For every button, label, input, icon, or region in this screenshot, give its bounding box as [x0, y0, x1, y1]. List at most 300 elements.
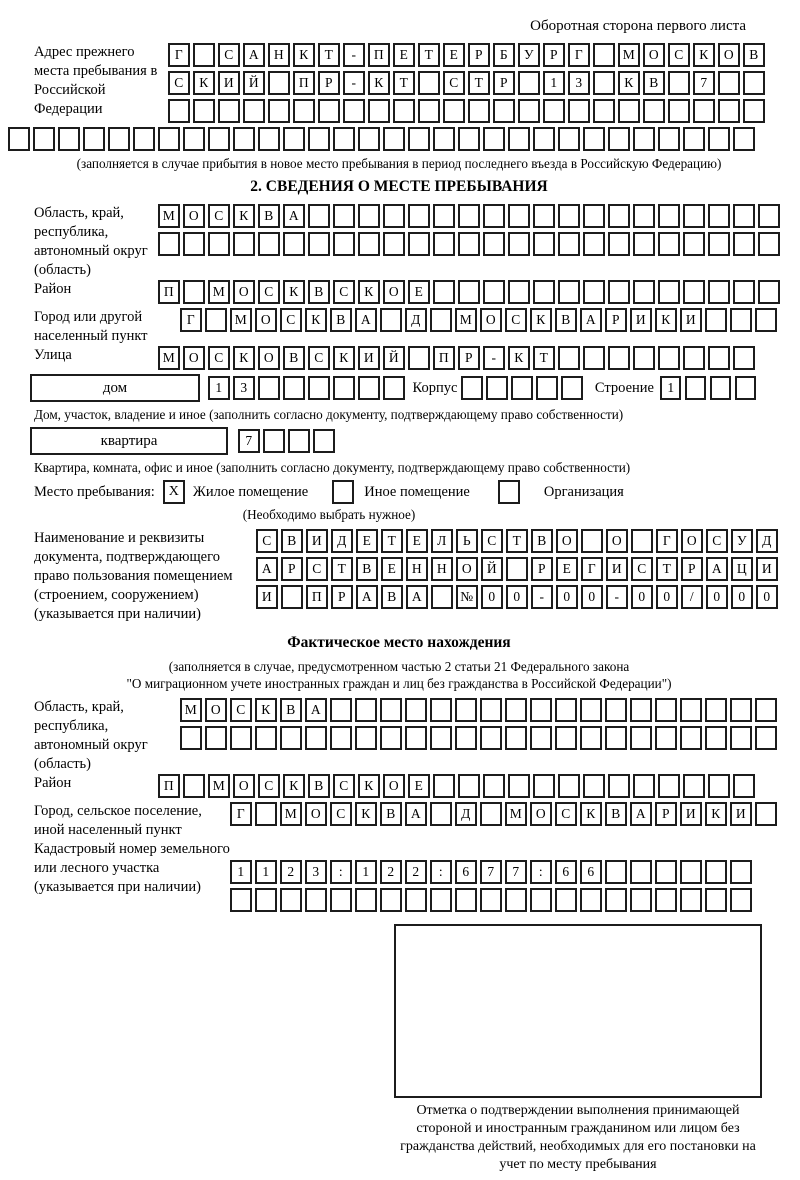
cadastral-block	[8, 840, 790, 916]
char-cell: Л	[431, 529, 453, 553]
char-cell: 1	[660, 376, 682, 400]
char-cell: Й	[383, 346, 405, 370]
char-cell: К	[305, 308, 327, 332]
actual-district-label: Район	[34, 775, 72, 791]
char-cell: А	[256, 557, 278, 581]
char-cell	[480, 698, 502, 722]
char-cell: К	[283, 774, 305, 798]
char-cell	[718, 71, 740, 95]
house-cells	[208, 376, 405, 400]
apartment-wide-box: квартира	[30, 427, 228, 455]
char-cell: 1	[355, 860, 377, 884]
apartment-note: Квартира, комната, офис и иное (заполнить согласно документу, подтверждающему право собственности)	[34, 460, 631, 475]
char-cell: Ц	[731, 557, 753, 581]
char-cell	[483, 232, 505, 256]
char-cell	[330, 726, 352, 750]
char-cell	[433, 774, 455, 798]
char-cell	[568, 99, 590, 123]
char-cell	[630, 888, 652, 912]
char-cell	[480, 726, 502, 750]
option-residential-label: Жилое помещение	[192, 483, 309, 500]
char-cell: -	[343, 71, 365, 95]
char-cell: Е	[443, 43, 465, 67]
char-cell	[293, 99, 315, 123]
char-cell: Р	[318, 71, 340, 95]
char-cell	[705, 698, 727, 722]
char-cell: В	[258, 204, 280, 228]
page-header: Оборотная сторона первого листа	[530, 18, 746, 34]
street-row	[158, 346, 755, 370]
char-cell: О	[258, 346, 280, 370]
char-cell: М	[280, 802, 302, 826]
char-cell	[480, 888, 502, 912]
char-cell: П	[158, 280, 180, 304]
char-cell: О	[718, 43, 740, 67]
char-cell: К	[293, 43, 315, 67]
char-cell	[633, 127, 655, 151]
char-cell	[368, 99, 390, 123]
char-cell	[405, 698, 427, 722]
char-cell	[283, 127, 305, 151]
char-cell	[380, 308, 402, 332]
street-label: Улица	[34, 347, 72, 363]
char-cell: К	[580, 802, 602, 826]
char-cell	[555, 888, 577, 912]
char-cell	[683, 204, 705, 228]
city-label: Город или другой населенный пункт	[34, 309, 148, 344]
char-cell	[658, 774, 680, 798]
actual-city-row	[230, 802, 777, 826]
char-cell: 7	[238, 429, 260, 453]
char-cell: М	[618, 43, 640, 67]
char-cell: Р	[468, 43, 490, 67]
char-cell	[755, 726, 777, 750]
cadastral-rows	[230, 860, 752, 916]
char-cell: П	[433, 346, 455, 370]
char-cell: В	[308, 280, 330, 304]
char-cell: И	[680, 308, 702, 332]
char-cell	[483, 127, 505, 151]
char-cell	[358, 376, 380, 400]
char-cell	[683, 232, 705, 256]
char-cell: 1	[255, 860, 277, 884]
char-cell: К	[283, 280, 305, 304]
char-cell: С	[555, 802, 577, 826]
char-cell	[680, 726, 702, 750]
char-cell	[380, 888, 402, 912]
char-cell	[208, 232, 230, 256]
stay-place-label: Место пребывания:	[34, 483, 155, 500]
char-cell	[555, 726, 577, 750]
char-cell: И	[756, 557, 778, 581]
char-cell: С	[280, 308, 302, 332]
char-cell	[581, 529, 603, 553]
char-cell: О	[383, 774, 405, 798]
actual-region-label: Область, край, республика, автономный округ (область)	[34, 699, 148, 772]
char-cell: Г	[168, 43, 190, 67]
char-cell	[633, 232, 655, 256]
char-cell	[633, 346, 655, 370]
char-cell: С	[258, 774, 280, 798]
char-cell	[758, 232, 780, 256]
char-cell: К	[233, 204, 255, 228]
char-cell	[158, 232, 180, 256]
house-note: Дом, участок, владение и иное (заполнить согласно документу, подтверждающему право собственности)	[34, 407, 624, 422]
char-cell: С	[208, 346, 230, 370]
char-cell	[258, 232, 280, 256]
region-row-1	[158, 204, 780, 228]
district-row	[158, 280, 780, 304]
char-cell: П	[306, 585, 328, 609]
street-block	[8, 346, 790, 374]
char-cell	[468, 99, 490, 123]
char-cell: О	[205, 698, 227, 722]
char-cell	[633, 280, 655, 304]
char-cell	[458, 280, 480, 304]
char-cell	[230, 888, 252, 912]
char-cell	[758, 204, 780, 228]
char-cell: В	[605, 802, 627, 826]
stay-place-row	[8, 480, 790, 504]
char-cell: 7	[693, 71, 715, 95]
char-cell: М	[505, 802, 527, 826]
char-cell: 7	[480, 860, 502, 884]
char-cell: К	[530, 308, 552, 332]
char-cell	[658, 346, 680, 370]
char-cell	[558, 774, 580, 798]
char-cell: М	[455, 308, 477, 332]
char-cell	[558, 127, 580, 151]
option-other-premises-label: Иное помещение	[364, 483, 470, 500]
char-cell: О	[606, 529, 628, 553]
char-cell: А	[283, 204, 305, 228]
char-cell	[518, 99, 540, 123]
char-cell	[255, 802, 277, 826]
char-cell	[258, 127, 280, 151]
char-cell	[733, 346, 755, 370]
char-cell	[730, 726, 752, 750]
actual-region-row-2	[180, 726, 777, 750]
char-cell: К	[255, 698, 277, 722]
char-cell: И	[306, 529, 328, 553]
char-cell: Т	[656, 557, 678, 581]
char-cell	[505, 726, 527, 750]
char-cell	[408, 346, 430, 370]
char-cell	[458, 774, 480, 798]
prev-address-row-1	[168, 43, 765, 67]
char-cell	[755, 802, 777, 826]
char-cell	[593, 43, 615, 67]
char-cell: №	[456, 585, 478, 609]
char-cell: 1	[543, 71, 565, 95]
char-cell: Г	[568, 43, 590, 67]
char-cell: С	[443, 71, 465, 95]
char-cell	[505, 888, 527, 912]
ownership-doc-block	[8, 529, 790, 624]
region-row-2	[158, 232, 780, 256]
char-cell: Д	[756, 529, 778, 553]
char-cell	[461, 376, 483, 400]
char-cell: С	[218, 43, 240, 67]
char-cell: О	[456, 557, 478, 581]
char-cell	[458, 232, 480, 256]
char-cell: 0	[756, 585, 778, 609]
char-cell: -	[343, 43, 365, 67]
char-cell	[455, 698, 477, 722]
char-cell	[583, 774, 605, 798]
char-cell: 6	[555, 860, 577, 884]
char-cell: Г	[230, 802, 252, 826]
char-cell	[608, 346, 630, 370]
char-cell: Р	[493, 71, 515, 95]
char-cell: Т	[318, 43, 340, 67]
region-rows	[158, 204, 780, 260]
char-cell	[511, 376, 533, 400]
char-cell	[8, 127, 30, 151]
char-cell	[258, 376, 280, 400]
char-cell	[708, 204, 730, 228]
char-cell: С	[333, 774, 355, 798]
char-cell	[630, 860, 652, 884]
char-cell: О	[480, 308, 502, 332]
char-cell	[708, 346, 730, 370]
char-cell: Р	[655, 802, 677, 826]
char-cell: К	[233, 346, 255, 370]
korpus-label: Корпус	[412, 379, 458, 396]
char-cell: С	[631, 557, 653, 581]
actual-city-label: Город, сельское поселение, иной населенный пункт	[34, 803, 202, 838]
char-cell: В	[330, 308, 352, 332]
char-cell	[755, 698, 777, 722]
char-cell	[205, 726, 227, 750]
char-cell	[655, 726, 677, 750]
char-cell	[708, 774, 730, 798]
char-cell: О	[383, 280, 405, 304]
ownership-doc-row-2	[256, 557, 778, 581]
char-cell: С	[256, 529, 278, 553]
prev-address-rows	[168, 43, 765, 127]
korpus-cells	[461, 376, 583, 400]
char-cell: М	[180, 698, 202, 722]
char-cell: О	[233, 280, 255, 304]
cadastral-label: Кадастровый номер земельного или лесного участка (указывается при наличии)	[34, 841, 230, 895]
char-cell: 0	[656, 585, 678, 609]
char-cell	[708, 127, 730, 151]
char-cell	[583, 127, 605, 151]
char-cell: О	[305, 802, 327, 826]
char-cell	[333, 204, 355, 228]
ownership-doc-rows	[256, 529, 778, 613]
house-wide-box: дом	[30, 374, 200, 402]
char-cell: Р	[605, 308, 627, 332]
char-cell	[305, 726, 327, 750]
char-cell	[583, 232, 605, 256]
char-cell	[683, 346, 705, 370]
actual-location-note-2: "О миграционном учете иностранных граждан и лиц без гражданства в Российской Федерации")	[126, 676, 672, 691]
char-cell	[708, 232, 730, 256]
char-cell: Ь	[456, 529, 478, 553]
char-cell: С	[168, 71, 190, 95]
char-cell	[455, 888, 477, 912]
char-cell	[605, 860, 627, 884]
char-cell: А	[706, 557, 728, 581]
char-cell	[218, 99, 240, 123]
char-cell: -	[606, 585, 628, 609]
char-cell: 2	[280, 860, 302, 884]
char-cell: В	[555, 308, 577, 332]
char-cell	[685, 376, 707, 400]
district-block	[8, 280, 790, 308]
char-cell	[536, 376, 558, 400]
char-cell: К	[655, 308, 677, 332]
char-cell: В	[743, 43, 765, 67]
char-cell	[505, 698, 527, 722]
cadastral-row-2	[230, 888, 752, 912]
char-cell: Е	[408, 774, 430, 798]
char-cell: Е	[381, 557, 403, 581]
checkbox-organization	[498, 480, 520, 504]
char-cell: К	[618, 71, 640, 95]
char-cell: А	[630, 802, 652, 826]
char-cell	[580, 698, 602, 722]
char-cell	[530, 726, 552, 750]
char-cell	[343, 99, 365, 123]
char-cell	[383, 204, 405, 228]
char-cell	[580, 726, 602, 750]
char-cell	[408, 232, 430, 256]
char-cell	[733, 204, 755, 228]
char-cell	[418, 99, 440, 123]
char-cell: С	[208, 204, 230, 228]
char-cell	[433, 204, 455, 228]
char-cell: К	[333, 346, 355, 370]
char-cell	[730, 888, 752, 912]
char-cell: 0	[481, 585, 503, 609]
char-cell: В	[308, 774, 330, 798]
char-cell: О	[556, 529, 578, 553]
char-cell: С	[333, 280, 355, 304]
char-cell: К	[368, 71, 390, 95]
city-block	[8, 308, 790, 346]
char-cell	[608, 232, 630, 256]
char-cell	[358, 232, 380, 256]
char-cell: К	[705, 802, 727, 826]
apartment-cells	[238, 429, 335, 453]
char-cell	[658, 204, 680, 228]
char-cell	[230, 726, 252, 750]
prev-address-block	[8, 43, 790, 127]
char-cell	[733, 232, 755, 256]
char-cell: Е	[356, 529, 378, 553]
char-cell: Е	[556, 557, 578, 581]
checkbox-residential-mark: X	[168, 484, 179, 499]
char-cell	[730, 698, 752, 722]
char-cell	[733, 127, 755, 151]
char-cell	[383, 127, 405, 151]
char-cell	[593, 99, 615, 123]
char-cell: Г	[581, 557, 603, 581]
char-cell	[318, 99, 340, 123]
char-cell	[480, 802, 502, 826]
char-cell	[733, 774, 755, 798]
char-cell: А	[406, 585, 428, 609]
char-cell: В	[531, 529, 553, 553]
char-cell	[743, 99, 765, 123]
char-cell: А	[356, 585, 378, 609]
char-cell: У	[518, 43, 540, 67]
char-cell	[243, 99, 265, 123]
char-cell	[430, 726, 452, 750]
char-cell	[530, 888, 552, 912]
actual-city-block	[8, 802, 790, 840]
char-cell: Н	[406, 557, 428, 581]
char-cell	[83, 127, 105, 151]
char-cell: :	[330, 860, 352, 884]
char-cell	[543, 99, 565, 123]
char-cell: Д	[405, 308, 427, 332]
char-cell: Р	[531, 557, 553, 581]
char-cell	[730, 308, 752, 332]
char-cell	[355, 698, 377, 722]
char-cell: М	[208, 280, 230, 304]
actual-region-row-1	[180, 698, 777, 722]
char-cell	[308, 376, 330, 400]
char-cell	[658, 127, 680, 151]
char-cell	[180, 726, 202, 750]
option-organization-label: Организация	[543, 483, 624, 500]
stroenie-label: Строение	[594, 379, 654, 396]
actual-location-title: Фактическое место нахождения	[287, 634, 511, 651]
char-cell: С	[308, 346, 330, 370]
char-cell	[358, 127, 380, 151]
char-cell	[383, 232, 405, 256]
char-cell: А	[580, 308, 602, 332]
char-cell	[583, 280, 605, 304]
char-cell: 0	[506, 585, 528, 609]
char-cell: П	[293, 71, 315, 95]
char-cell: О	[255, 308, 277, 332]
char-cell	[655, 888, 677, 912]
actual-district-row	[158, 774, 755, 798]
char-cell: В	[280, 698, 302, 722]
char-cell	[183, 774, 205, 798]
char-cell: 2	[405, 860, 427, 884]
char-cell	[280, 726, 302, 750]
prev-address-label: Адрес прежнего места пребывания в Российской Федерации	[34, 44, 158, 117]
char-cell: И	[630, 308, 652, 332]
actual-region-block	[8, 698, 790, 774]
char-cell: К	[508, 346, 530, 370]
cadastral-row-1	[230, 860, 752, 884]
ownership-doc-label: Наименование и реквизиты документа, подтверждающего право пользования помещением (строением, сооружением) (указывается при наличии)	[34, 530, 233, 622]
char-cell	[758, 280, 780, 304]
char-cell: /	[681, 585, 703, 609]
char-cell: О	[643, 43, 665, 67]
char-cell: Г	[656, 529, 678, 553]
char-cell	[405, 726, 427, 750]
char-cell	[710, 376, 732, 400]
char-cell	[393, 99, 415, 123]
char-cell: И	[680, 802, 702, 826]
char-cell	[655, 698, 677, 722]
char-cell: К	[355, 802, 377, 826]
char-cell	[683, 280, 705, 304]
char-cell	[483, 204, 505, 228]
char-cell: Т	[331, 557, 353, 581]
char-cell: И	[606, 557, 628, 581]
char-cell	[330, 698, 352, 722]
char-cell	[493, 99, 515, 123]
